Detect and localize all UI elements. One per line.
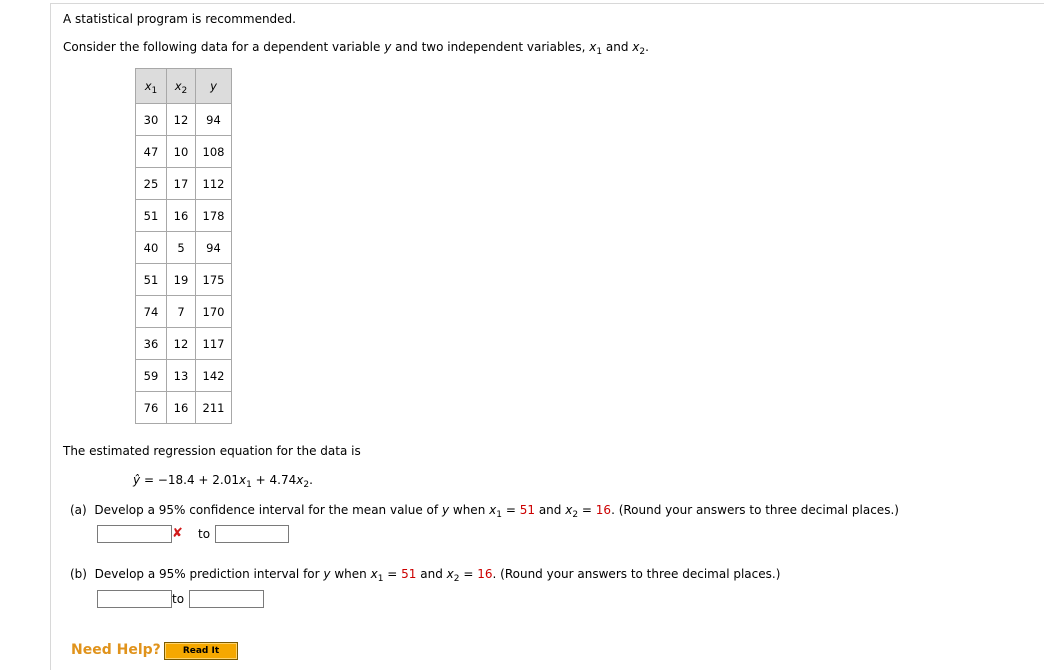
table-row [136,104,232,136]
cell: 16 [167,392,196,424]
cell: 10 [167,136,196,168]
cell: 59 [136,360,167,392]
part-b-upper-input[interactable] [189,590,264,608]
cell: 51 [136,200,167,232]
cell: 51 [136,264,167,296]
incorrect-x-icon: ✘ [172,526,183,541]
cell: 178 [196,200,232,232]
cell: 5 [167,232,196,264]
frame-top-border [50,3,1044,4]
cell: 40 [136,232,167,264]
header-y: y [196,69,232,104]
table-row [136,168,232,200]
cell: 13 [167,360,196,392]
need-help-label: Need Help? [71,642,161,658]
cell: 117 [196,328,232,360]
cell: 25 [136,168,167,200]
frame-left-border [50,3,51,670]
header-x1: $x_1$ [136,69,167,104]
table-row [136,392,232,424]
part-b-lower-input[interactable] [97,590,172,608]
cell: 175 [196,264,232,296]
cell: 211 [196,392,232,424]
table-row [136,136,232,168]
table-row [136,200,232,232]
table-row [136,296,232,328]
part-a-question: (a) Develop a 95% confidence interval for the mean value of y when $x_1 = 51$ and $x_2 = 16$. (Round your answers to three decimal places.) [70,503,899,520]
cell: 112 [196,168,232,200]
cell: 94 [196,104,232,136]
cell: 94 [196,232,232,264]
cell: 12 [167,104,196,136]
table-row [136,328,232,360]
cell: 12 [167,328,196,360]
read-it-button[interactable]: Read It [164,642,238,660]
cell: 170 [196,296,232,328]
table-row [136,264,232,296]
intro-text: A statistical program is recommended. [63,12,296,26]
cell: 36 [136,328,167,360]
cell: 19 [167,264,196,296]
part-a-upper-input[interactable] [215,525,289,543]
part-b-to-label: to [172,592,185,606]
cell: 47 [136,136,167,168]
regression-equation: ŷ = $-18.4 + 2.01x_1 + 4.74x_2$. [133,473,313,490]
cell: 108 [196,136,232,168]
cell: 7 [167,296,196,328]
cell: 76 [136,392,167,424]
table-row [136,360,232,392]
cell: 17 [167,168,196,200]
header-x2: $x_2$ [167,69,196,104]
data-table [135,68,232,424]
part-a-to-label: to [198,527,211,541]
regression-lead: The estimated regression equation for the data is [63,444,361,458]
part-b-question: (b) Develop a 95% prediction interval for y when $x_1 = 51$ and $x_2 = 16$. (Round your answers to three decimal places.) [70,567,781,584]
cell: 142 [196,360,232,392]
cell: 16 [167,200,196,232]
cell: 30 [136,104,167,136]
prompt-text: Consider the following data for a dependent variable y and two independent variables, $x_1$ and $x_2$. [63,40,649,57]
table-row [136,232,232,264]
part-a-lower-input[interactable] [97,525,172,543]
cell: 74 [136,296,167,328]
table-header-row [136,69,232,104]
